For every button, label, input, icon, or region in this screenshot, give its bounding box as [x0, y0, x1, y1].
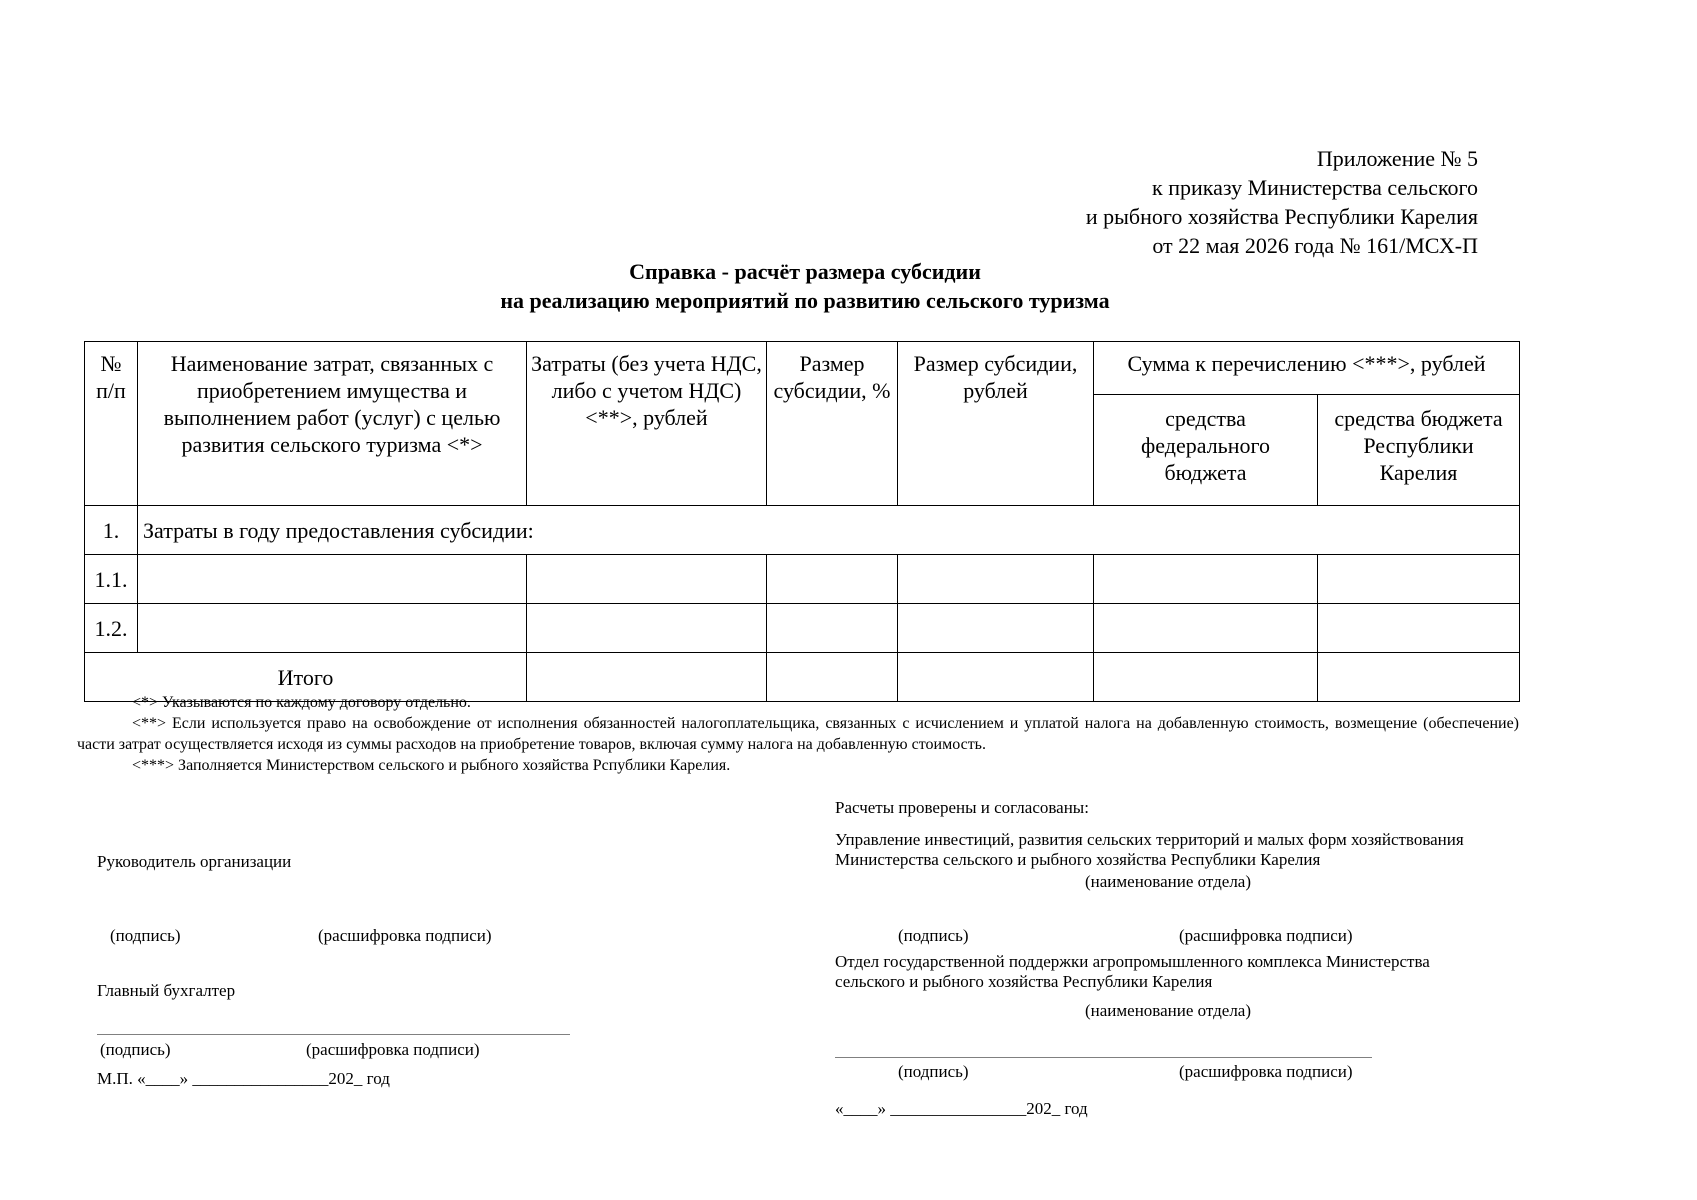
appendix-block — [1086, 144, 1478, 260]
empty-cell — [1318, 604, 1520, 653]
calculations-checked-label: Расчеты проверены и согласованы: — [835, 798, 1089, 817]
header-regional-budget: средства бюджета Республики Карелия — [1318, 395, 1520, 506]
header-federal-budget: средства федерального бюджета — [1094, 395, 1318, 506]
appendix-ministry-line: и рыбного хозяйства Республики Карелия — [1085, 204, 1478, 229]
footnote-1: <*> Указываются по каждому договору отдельно. — [132, 694, 471, 711]
head-decode-caption: (расшифровка подписи) — [318, 926, 492, 945]
appendix-date-line: от 22 мая 2026 года № 161/МСХ-П — [1152, 233, 1478, 258]
total-label: Итого — [85, 653, 527, 702]
footnotes — [77, 692, 1519, 776]
header-costs: Затраты (без учета НДС, либо с учетом НДС) <**>, рублей — [527, 342, 767, 506]
department-2-signature-caption: (подпись) — [898, 1062, 969, 1081]
table-row — [85, 604, 1520, 653]
header-transfer-amount: Сумма к перечислению <***>, рублей — [1094, 342, 1520, 395]
department-2-name-caption: (наименование отдела) — [1085, 1001, 1252, 1020]
department-1-name-caption: (наименование отдела) — [1085, 872, 1252, 891]
footnote-2: <**> Если используется право на освобождение от исполнения обязанностей налогоплательщика, связанных с исчислением и уплатой налога на добавленную стоимость, возмещение (обеспечение) части затрат осуществляется исходя из суммы расходов на приобретение товаров, включая сумму налога на добавленную стоимость. — [77, 715, 1519, 753]
accountant-signature-caption: (подпись) — [100, 1040, 171, 1059]
department-2-decode-caption: (расшифровка подписи) — [1179, 1062, 1353, 1081]
department-2-line-1: Отдел государственной поддержки агропромышленного комплекса Министерства — [835, 952, 1430, 971]
department-1-line-1: Управление инвестиций, развития сельских территорий и малых форм хозяйствования — [835, 830, 1464, 849]
stamp-date-line: М.П. «____» ________________202_ год — [97, 1069, 390, 1088]
row-num: 1.1. — [85, 555, 138, 604]
appendix-number: Приложение № 5 — [1316, 146, 1478, 171]
row-section-label: Затраты в году предоставления субсидии: — [138, 506, 1520, 555]
header-subsidy-rate: Размер субсидии, % — [767, 342, 898, 506]
empty-cell — [767, 604, 898, 653]
empty-cell — [527, 604, 767, 653]
row-num: 1. — [85, 506, 138, 555]
department-1-decode-caption: (расшифровка подписи) — [1179, 926, 1353, 945]
document-title — [0, 257, 1610, 315]
table-row — [85, 555, 1520, 604]
empty-cell — [1094, 604, 1318, 653]
appendix-order-line: к приказу Министерства сельского — [1152, 175, 1478, 200]
footnote-3: <***> Заполняется Министерством сельского и рыбного хозяйства Рспублики Карелия. — [132, 757, 731, 774]
chief-accountant-label: Главный бухгалтер — [97, 981, 236, 1000]
empty-cell — [767, 555, 898, 604]
department-2-signature-line — [835, 1057, 1372, 1058]
head-signature-caption: (подпись) — [110, 926, 181, 945]
department-1-signature-caption: (подпись) — [898, 926, 969, 945]
head-of-organization-label: Руководитель организации — [97, 852, 292, 871]
header-cost-name: Наименование затрат, связанных с приобретением имущества и выполнением работ (услуг) с целью развития сельского туризма <*> — [138, 342, 527, 506]
empty-cell — [1094, 555, 1318, 604]
department-2-line-2: сельского и рыбного хозяйства Республики Карелия — [835, 972, 1213, 991]
accountant-signature-line — [97, 1034, 570, 1035]
title-line-1: Справка - расчёт размера субсидии — [629, 259, 981, 284]
header-num: № п/п — [85, 342, 138, 506]
empty-cell — [1318, 555, 1520, 604]
subsidy-calculation-table — [84, 341, 1520, 702]
empty-cell — [898, 604, 1094, 653]
department-1-line-2: Министерства сельского и рыбного хозяйства Республики Карелия — [835, 850, 1321, 869]
title-line-2: на реализацию мероприятий по развитию сельского туризма — [500, 288, 1110, 313]
empty-cell — [138, 555, 527, 604]
empty-cell — [138, 604, 527, 653]
table-row — [85, 506, 1520, 555]
empty-cell — [898, 555, 1094, 604]
header-subsidy-amount: Размер субсидии, рублей — [898, 342, 1094, 506]
row-num: 1.2. — [85, 604, 138, 653]
approval-date-line: «____» ________________202_ год — [835, 1099, 1088, 1118]
empty-cell — [527, 555, 767, 604]
accountant-decode-caption: (расшифровка подписи) — [306, 1040, 480, 1059]
